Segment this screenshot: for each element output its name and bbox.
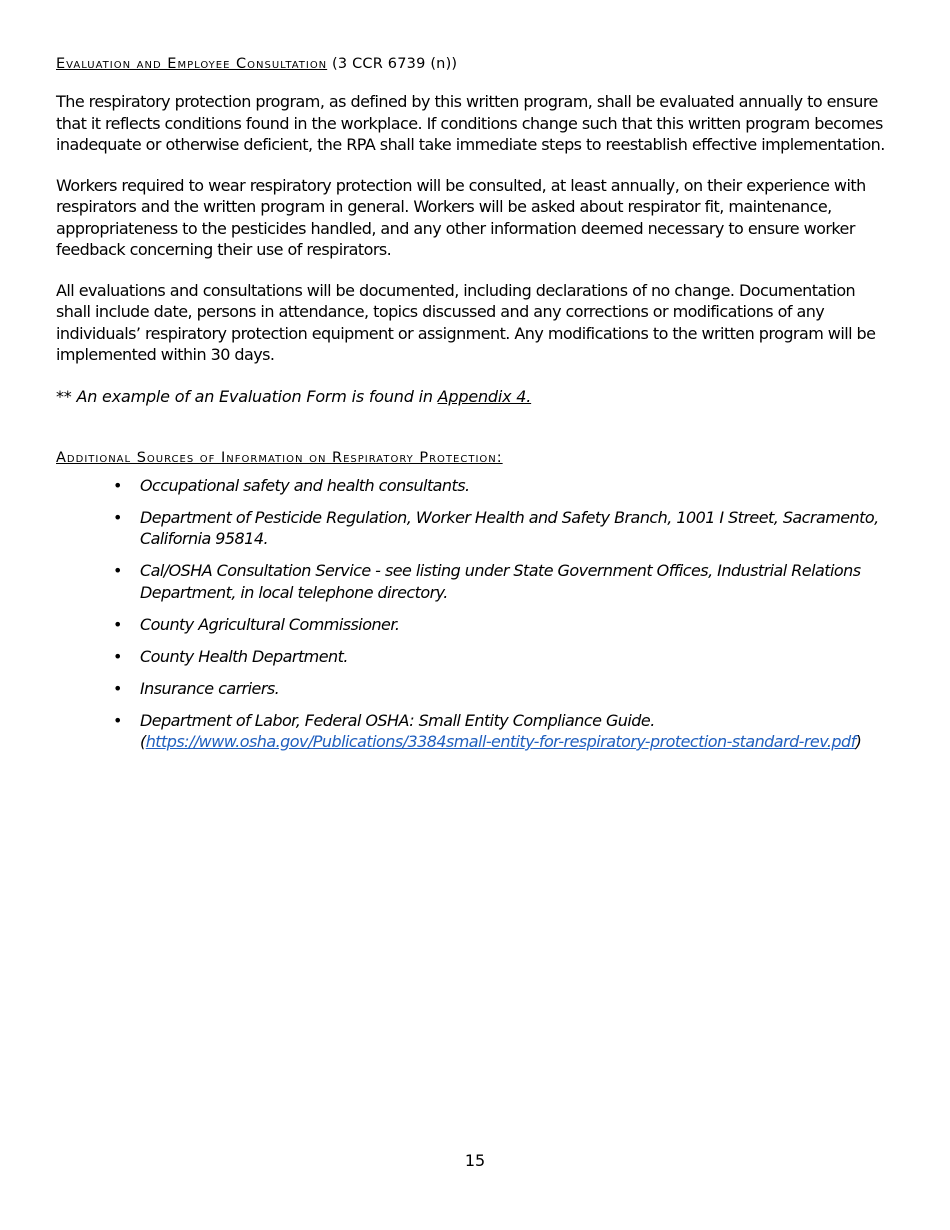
section-heading-additional-sources bbox=[56, 450, 886, 466]
evaluation-heading-title: Evaluation and Employee Consultation bbox=[56, 56, 328, 72]
list-item-text: Cal/OSHA Consultation Service - see listing under State Government Offices, Industrial Relations Department, in local telephone directory. bbox=[140, 561, 861, 602]
bullet-icon: • bbox=[113, 475, 122, 495]
list-item bbox=[113, 678, 886, 700]
list-item bbox=[113, 710, 886, 753]
list-item-text: County Agricultural Commissioner. bbox=[140, 614, 400, 634]
appendix-4-link[interactable]: Appendix 4. bbox=[437, 386, 532, 406]
evaluation-heading-reference: (3 CCR 6739 (n)) bbox=[327, 56, 458, 72]
list-item-text: County Health Department. bbox=[140, 646, 348, 666]
bullet-icon: • bbox=[113, 646, 122, 666]
bullet-icon: • bbox=[113, 561, 122, 580]
list-item bbox=[113, 507, 886, 550]
bullet-icon: • bbox=[113, 614, 122, 634]
list-item bbox=[113, 560, 886, 603]
bullet-icon: • bbox=[113, 710, 122, 730]
list-item-text: Department of Labor, Federal OSHA: Small Entity Compliance Guide. bbox=[140, 710, 655, 730]
section-heading-evaluation bbox=[56, 56, 886, 72]
bullet-icon: • bbox=[113, 507, 122, 527]
bullet-icon: • bbox=[113, 678, 122, 698]
paragraph-program-evaluation: The respiratory protection program, as defined by this written program, shall be evaluated annually to ensure that it reflects conditions found in the workplace. If conditions change such that this written program becomes inadequate or otherwise deficient, the RPA shall take immediate steps to reestablish effective implementation. bbox=[56, 92, 885, 154]
list-item bbox=[113, 614, 886, 636]
evaluation-form-note bbox=[56, 387, 886, 406]
paragraph-documentation: All evaluations and consultations will be documented, including declarations of no change. Documentation shall include date, persons in attendance, topics discussed and any corrections or modifications of any individuals’ respiratory protection equipment or assignment. Any modifications to the written program will be implemented within 30 days. bbox=[56, 280, 876, 364]
document-page bbox=[56, 56, 886, 763]
sources-list bbox=[56, 475, 886, 753]
list-item bbox=[113, 475, 886, 497]
note-text: ** An example of an Evaluation Form is found in bbox=[56, 386, 438, 406]
close-paren: ) bbox=[855, 732, 862, 751]
list-item bbox=[113, 646, 886, 668]
additional-sources-heading-title: Additional Sources of Information on Respiratory Protection: bbox=[56, 449, 503, 466]
open-paren: ( bbox=[140, 732, 146, 751]
list-item-text: Occupational safety and health consultants. bbox=[140, 475, 470, 495]
list-item-text: Department of Pesticide Regulation, Worker Health and Safety Branch, 1001 I Street, Sacramento, California 95814. bbox=[140, 507, 879, 548]
osha-guide-link[interactable]: https://www.osha.gov/Publications/3384small-entity-for-respiratory-protection-standard-rev.pdf bbox=[145, 732, 856, 751]
paragraph-worker-consultation: Workers required to wear respiratory protection will be consulted, at least annually, on their experience with respirators and the written program in general. Workers will be asked about respirator fit, maintenance, appropriateness to the pesticides handled, and any other information deemed necessary to ensure worker feedback concerning their use of respirators. bbox=[56, 175, 866, 259]
list-item-text: Insurance carriers. bbox=[140, 678, 280, 698]
page-number: 15 bbox=[464, 1151, 486, 1170]
